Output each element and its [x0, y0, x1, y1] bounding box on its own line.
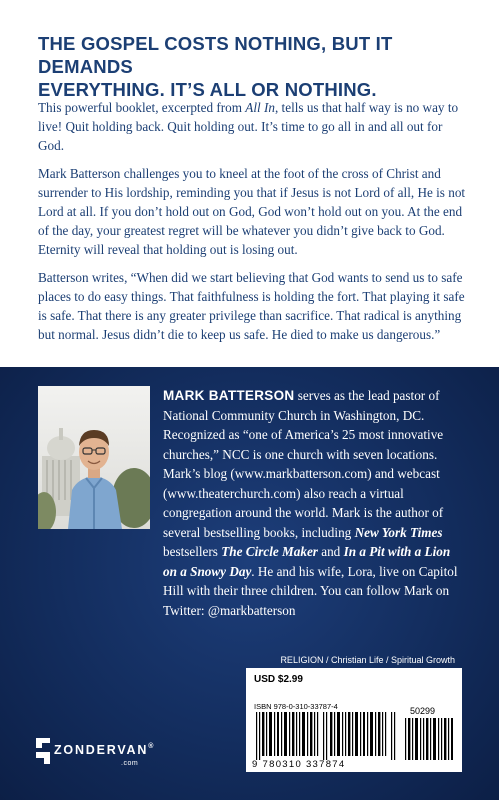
author-photo [38, 386, 150, 529]
isbn-label: ISBN 978-0-310-33787-4 [254, 702, 338, 711]
headline-line-2: EVERYTHING. IT’S ALL OR NOTHING. [38, 79, 377, 100]
publisher-wordmark: ZONDERVAN [54, 743, 149, 757]
bio-text-4: . He and his wife, Lora, live on Capitol Hill with their three children. You can follow Mark on Twitter: @markbatterson [163, 563, 458, 618]
barcode-number: 9 780310 337874 [252, 759, 346, 770]
category-label: RELIGION / Christian Life / Spiritual Growth [280, 655, 455, 665]
bio-nyt: New York Times [354, 524, 443, 540]
addon-code: 50299 [410, 706, 436, 716]
bio-book-circle-maker: The Circle Maker [221, 544, 318, 559]
p1-book-title: All In [245, 100, 275, 115]
description-paragraph-2: Mark Batterson challenges you to kneel at the foot of the cross of Christ and surrender to His lordship, reminding you that if Jesus is not Lord of all, He is not Lord at all. If you don’t hold out on God, God won’t hold out on you. At the end of the day, your greatest regret will be whatever you didn’t give back to God. Eternity will reveal that holding out is losing out. [38, 166, 466, 257]
zondervan-logo-icon [34, 736, 52, 766]
publisher-domain: .com [121, 760, 139, 767]
upper-white-section [0, 0, 499, 367]
description-paragraph-1 [38, 98, 468, 155]
isbn-barcode [254, 712, 400, 760]
barcode-box [246, 668, 462, 772]
bio-text-2: bestsellers [163, 544, 222, 559]
author-name: MARK BATTERSON [163, 388, 295, 403]
trademark-symbol: ® [148, 743, 156, 750]
price-label: USD $2.99 [254, 674, 303, 685]
publisher-name [54, 743, 155, 757]
price-addon-barcode [404, 718, 454, 760]
headline [38, 32, 468, 101]
bio-text-3: and [317, 544, 344, 559]
description-paragraph-3: Batterson writes, “When did we start believing that God wants to send us to safe places to do easy things. That faithfulness is holding the fort. That playing it safe is safe. That there is any greater privilege than sacrifice. That radical is anything but normal. Jesus didn’t die to keep us safe. He died to make us dangerous.” [38, 270, 465, 342]
p1-text-start: This powerful booklet, excerpted from [38, 100, 246, 115]
bio-book-pit-lion: In a Pit with a Lion on a Snowy Day [163, 544, 451, 579]
headline-line-1: THE GOSPEL COSTS NOTHING, BUT IT DEMANDS [38, 33, 393, 77]
author-bio [163, 386, 463, 620]
bio-text-1: serves as the lead pastor of National Community Church in Washington, DC. Recognized as “one of America’s 25 most innovative churches,” NCC is one church with seven locations. Mark’s blog (www.markbatterson.com) and webcast (www.theaterchurch.com) also reach a virtual congregation around the world. Mark is the author of several bestselling books, including [163, 388, 444, 540]
p1-text-end: , tells us that half way is no way to live! Quit holding back. Quit holding out. It’s time to go all in and all out for God. [38, 100, 459, 153]
